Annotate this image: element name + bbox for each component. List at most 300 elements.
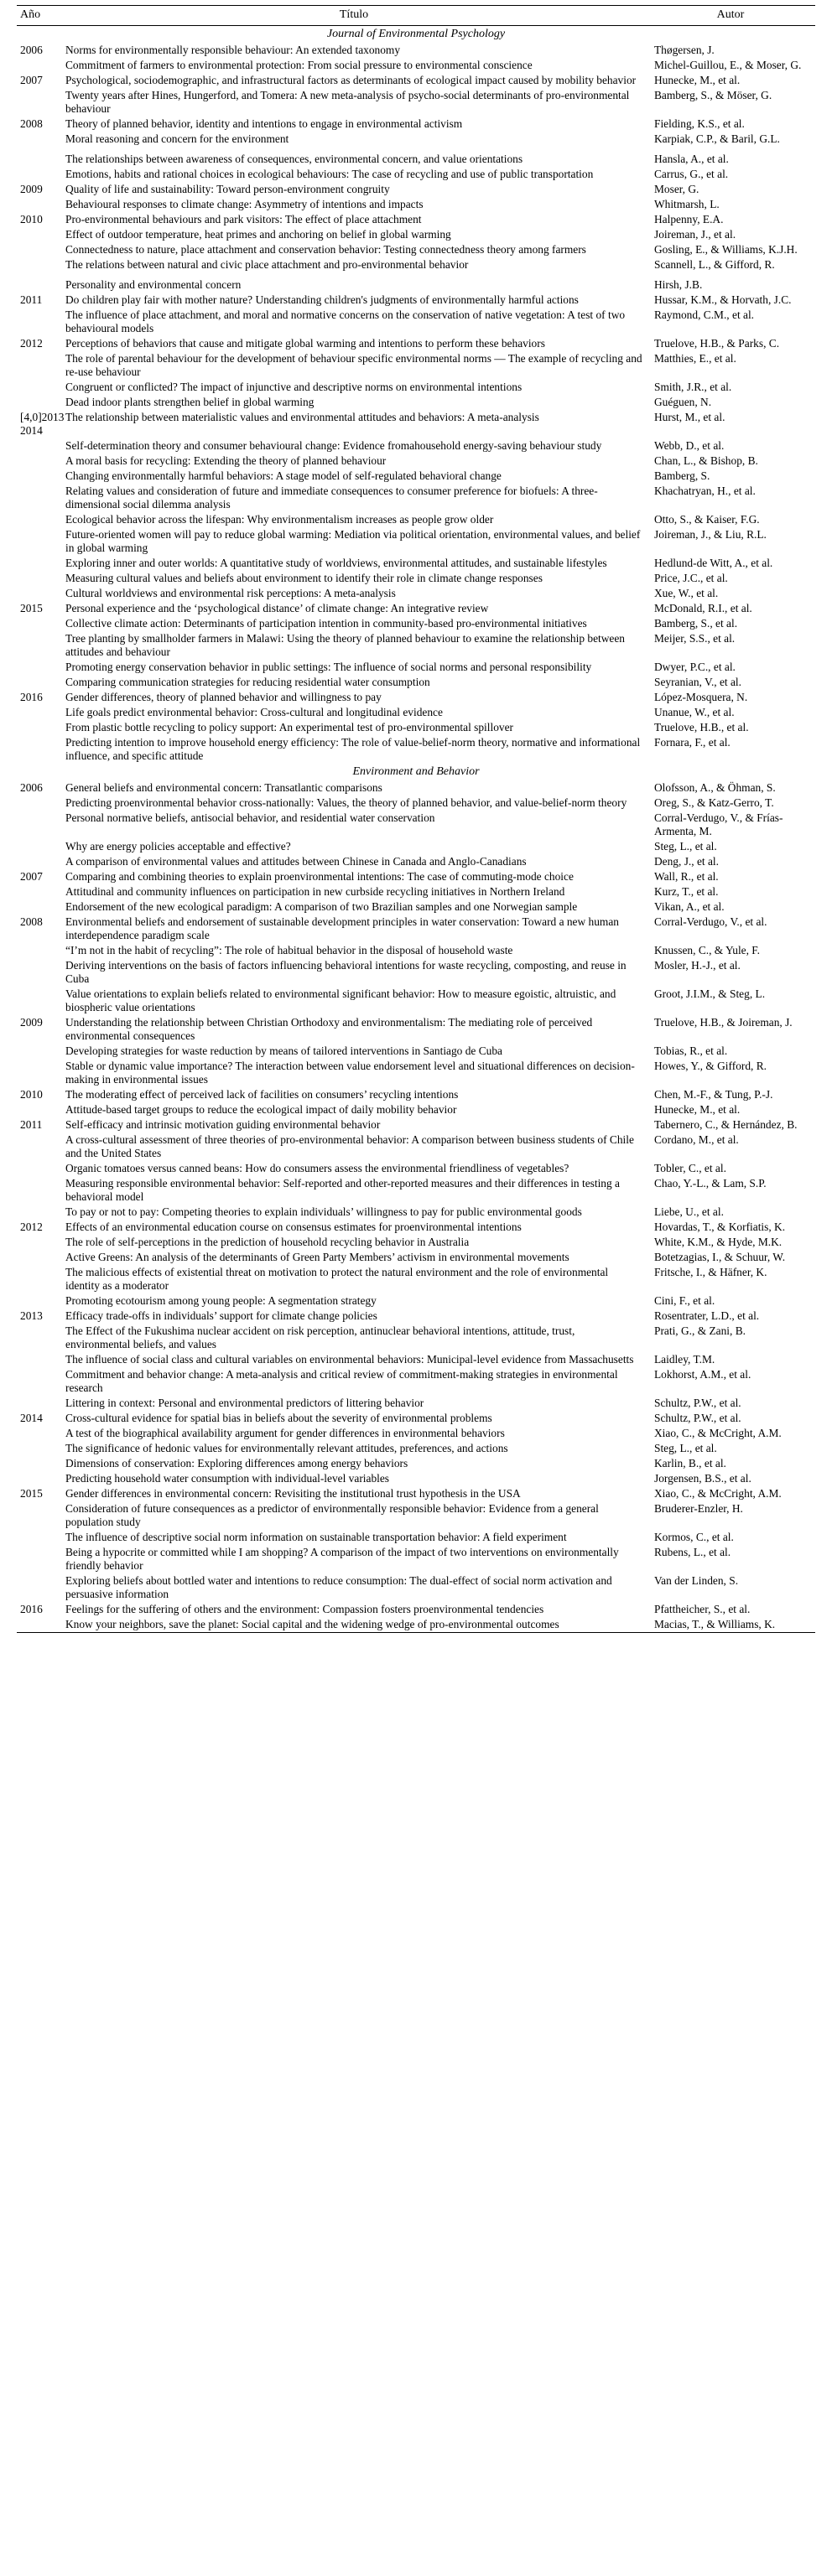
author-cell: Wall, R., et al. xyxy=(654,870,719,883)
author-cell: Bruderer-Enzler, H. xyxy=(654,1502,743,1515)
author-cell: Kormos, C., et al. xyxy=(654,1531,734,1543)
title-cell: “I’m not in the habit of recycling”: The role of habitual behavior in the disposal of household waste xyxy=(65,944,513,956)
year-cell: 2015 xyxy=(20,602,43,614)
section-title: Journal of Environmental Psychology xyxy=(326,28,506,40)
author-cell: Corral-Verdugo, V., et al. xyxy=(654,915,767,928)
year-cell: 2007 xyxy=(20,74,43,86)
year-cell xyxy=(17,899,62,915)
table-row xyxy=(17,454,815,469)
year-cell xyxy=(17,839,62,854)
title-cell: Comparing communication strategies for reducing residential water consumption xyxy=(65,676,430,688)
author-cell: Xiao, C., & McCright, A.M. xyxy=(654,1427,782,1439)
year-cell xyxy=(17,1441,62,1456)
table-row xyxy=(17,869,815,884)
year-cell: 2006 xyxy=(20,44,43,56)
author-cell: Tabernero, C., & Hernández, B. xyxy=(654,1118,798,1131)
year-cell: 2009 xyxy=(20,1016,43,1029)
author-cell: Dwyer, P.C., et al. xyxy=(654,661,736,673)
title-cell: Comparing and combining theories to explain proenvironmental intentions: The case of commuting-mode choice xyxy=(65,870,574,883)
table-row xyxy=(17,1441,815,1456)
author-cell: White, K.M., & Hyde, M.K. xyxy=(654,1236,783,1248)
title-cell: Future-oriented women will pay to reduce global warming: Mediation via political orientation, environmental values, and belief in global warming xyxy=(65,528,641,554)
title-cell: Quality of life and sustainability: Toward person-environment congruity xyxy=(65,183,390,195)
author-cell: Pfattheicher, S., et al. xyxy=(654,1603,751,1615)
title-cell: Know your neighbors, save the planet: Social capital and the widening wedge of pro-environmental outcomes xyxy=(62,1617,646,1633)
table-row xyxy=(17,336,815,351)
year-cell xyxy=(17,380,62,395)
title-cell: Gender differences in environmental concern: Revisiting the institutional trust hypothesis in the USA xyxy=(65,1487,521,1500)
title-cell: Personal normative beliefs, antisocial behavior, and residential water conservation xyxy=(65,811,435,824)
table-row xyxy=(17,1602,815,1617)
title-cell: Personal experience and the ‘psychological distance’ of climate change: An integrative review xyxy=(65,602,489,614)
title-cell: Attitudinal and community influences on participation in new curbside recycling initiatives in Northern Ireland xyxy=(65,885,565,898)
year-cell: 2012 xyxy=(20,1221,43,1233)
author-cell: Joireman, J., & Liu, R.L. xyxy=(654,528,767,541)
header-author: Autor xyxy=(646,6,815,26)
table-row xyxy=(17,117,815,132)
year-cell xyxy=(17,308,62,336)
author-cell: Karpiak, C.P., & Baril, G.L. xyxy=(654,132,780,145)
table-row xyxy=(17,1545,815,1573)
author-cell: Smith, J.R., et al. xyxy=(654,381,732,393)
author-cell: Joireman, J., et al. xyxy=(654,228,736,241)
year-cell: 2010 xyxy=(20,213,43,225)
author-cell: Tobias, R., et al. xyxy=(654,1044,728,1057)
year-cell xyxy=(17,1367,62,1396)
author-cell: Olofsson, A., & Öhman, S. xyxy=(654,781,776,794)
year-cell xyxy=(17,660,62,675)
table-row xyxy=(17,1411,815,1426)
table-row xyxy=(17,227,815,242)
author-cell: Seyranian, V., et al. xyxy=(654,676,742,688)
author-cell: McDonald, R.I., et al. xyxy=(654,602,752,614)
author-cell: Hedlund-de Witt, A., et al. xyxy=(654,557,773,569)
table-row xyxy=(17,167,815,182)
title-cell: From plastic bottle recycling to policy support: An experimental test of pro-environmental spillover xyxy=(65,721,514,733)
table-row xyxy=(17,484,815,512)
table-row xyxy=(17,958,815,987)
section-heading-row xyxy=(17,764,815,780)
title-cell: Organic tomatoes versus canned beans: How do consumers assess the environmental friendliness of vegetables? xyxy=(65,1162,569,1174)
year-cell: 2011 xyxy=(20,1118,43,1131)
year-cell xyxy=(17,854,62,869)
year-cell: 2013 xyxy=(20,1309,43,1322)
table-row xyxy=(17,182,815,197)
author-cell: Truelove, H.B., & Parks, C. xyxy=(654,337,780,350)
title-cell: Consideration of future consequences as a predictor of environmentally responsible behavior: Evidence from a general population study xyxy=(65,1502,599,1528)
title-cell: Twenty years after Hines, Hungerford, and Tomera: A new meta-analysis of psycho-social determinants of pro-environmental behaviour xyxy=(65,89,630,115)
title-cell: Dimensions of conservation: Exploring differences among energy behaviors xyxy=(65,1457,408,1469)
author-cell: Carrus, G., et al. xyxy=(654,168,729,180)
author-cell: Truelove, H.B., & Joireman, J. xyxy=(654,1016,793,1029)
year-cell: 2006 xyxy=(20,781,43,794)
author-cell: Hussar, K.M., & Horvath, J.C. xyxy=(654,293,792,306)
title-cell: Theory of planned behavior, identity and intentions to engage in environmental activism xyxy=(65,117,463,130)
year-cell: 2010 xyxy=(20,1088,43,1101)
title-cell: Value orientations to explain beliefs related to environmental significant behavior: How to measure egoistic, altruistic, and biospheric value orientations xyxy=(65,987,616,1013)
year-cell xyxy=(17,1044,62,1059)
table-row xyxy=(17,1324,815,1352)
year-cell: 2016 xyxy=(20,691,43,703)
title-cell: Efficacy trade-offs in individuals’ support for climate change policies xyxy=(65,1309,377,1322)
year-cell xyxy=(17,720,62,735)
section-title: Environment and Behavior xyxy=(352,765,480,778)
year-cell: 2011 xyxy=(20,293,43,306)
title-cell: Dead indoor plants strengthen belief in global warming xyxy=(65,396,315,408)
author-cell: Knussen, C., & Yule, F. xyxy=(654,944,761,956)
author-cell: Rosentrater, L.D., et al. xyxy=(654,1309,760,1322)
title-cell: Littering in context: Personal and environmental predictors of littering behavior xyxy=(65,1397,424,1409)
year-cell xyxy=(17,512,62,527)
title-cell: Self-efficacy and intrinsic motivation guiding environmental behavior xyxy=(65,1118,381,1131)
table-row xyxy=(17,380,815,395)
table-row xyxy=(17,293,815,308)
year-cell xyxy=(17,1235,62,1250)
author-cell: Fritsche, I., & Häfner, K. xyxy=(654,1266,767,1278)
title-cell: Moral reasoning and concern for the environment xyxy=(65,132,289,145)
year-cell xyxy=(17,1205,62,1220)
table-row xyxy=(17,839,815,854)
year-cell xyxy=(17,1352,62,1367)
title-cell: The relations between natural and civic place attachment and pro-environmental behavior xyxy=(65,258,469,271)
table-row xyxy=(17,197,815,212)
author-cell: Thøgersen, J. xyxy=(654,44,715,56)
year-cell xyxy=(17,675,62,690)
author-cell: Matthies, E., et al. xyxy=(654,352,736,365)
table-row xyxy=(17,1250,815,1265)
year-cell xyxy=(17,277,62,293)
title-cell: The influence of social class and cultural variables on environmental behaviors: Municipal-level evidence from Massachusetts xyxy=(65,1353,634,1366)
section-heading-row xyxy=(17,26,815,44)
table-row xyxy=(17,527,815,556)
author-cell: Hunecke, M., et al. xyxy=(654,1103,741,1116)
title-cell: Effect of outdoor temperature, heat primes and anchoring on belief in global warming xyxy=(65,228,451,241)
table-row xyxy=(17,88,815,117)
year-cell xyxy=(17,1617,62,1633)
title-cell: The influence of place attachment, and moral and normative concerns on the conservation of native vegetation: A test of two behavioural models xyxy=(65,308,626,334)
table-row xyxy=(17,1501,815,1530)
table-row xyxy=(17,1617,815,1633)
table-row xyxy=(17,720,815,735)
year-cell xyxy=(17,556,62,571)
year-cell xyxy=(17,257,62,277)
year-cell xyxy=(17,1426,62,1441)
year-cell: 2015 xyxy=(20,1487,43,1500)
year-cell xyxy=(17,571,62,586)
table-row xyxy=(17,1426,815,1441)
author-cell: Webb, D., et al. xyxy=(654,439,725,452)
table-row xyxy=(17,884,815,899)
author-cell: Prati, G., & Zani, B. xyxy=(654,1324,746,1337)
title-cell: Perceptions of behaviors that cause and mitigate global warming and intentions to perform these behaviors xyxy=(65,337,545,350)
author-cell: Fornara, F., et al. xyxy=(654,736,731,749)
table-row xyxy=(17,132,815,152)
title-cell: Do children play fair with mother nature? Understanding children's judgments of environmentally harmful actions xyxy=(65,293,579,306)
author-cell: Van der Linden, S. xyxy=(654,1574,739,1587)
year-cell xyxy=(17,1471,62,1486)
year-cell xyxy=(17,796,62,811)
table-row xyxy=(17,1044,815,1059)
title-cell: Self-determination theory and consumer behavioural change: Evidence fromahousehold energy-saving behaviour study xyxy=(65,439,602,452)
title-cell: The role of self-perceptions in the prediction of household recycling behavior in Australia xyxy=(65,1236,470,1248)
title-cell: Predicting household water consumption with individual-level variables xyxy=(65,1472,390,1485)
year-cell xyxy=(17,1501,62,1530)
year-cell xyxy=(17,1456,62,1471)
table-row xyxy=(17,1352,815,1367)
author-cell: Bamberg, S., et al. xyxy=(654,617,738,630)
title-cell: Exploring inner and outer worlds: A quantitative study of worldviews, environmental attitudes, and sustainable lifestyles xyxy=(65,557,607,569)
table-row xyxy=(17,556,815,571)
author-cell: Moser, G. xyxy=(654,183,699,195)
author-cell: Mosler, H.-J., et al. xyxy=(654,959,741,972)
title-cell: Stable or dynamic value importance? The interaction between value endorsement level and situational differences on decision-making in environmental issues xyxy=(65,1060,635,1086)
year-cell xyxy=(17,735,62,764)
author-cell: Bamberg, S., & Möser, G. xyxy=(654,89,772,101)
year-cell xyxy=(17,197,62,212)
table-row xyxy=(17,43,815,58)
year-cell: 2012 xyxy=(20,337,43,350)
author-cell: Raymond, C.M., et al. xyxy=(654,308,755,321)
table-row xyxy=(17,811,815,839)
table-row xyxy=(17,1220,815,1235)
author-cell: Halpenny, E.A. xyxy=(654,213,724,225)
table-body xyxy=(17,26,815,1633)
title-cell: Promoting energy conservation behavior in public settings: The influence of social norms and personal responsibility xyxy=(65,661,592,673)
year-cell xyxy=(17,167,62,182)
table-row xyxy=(17,1486,815,1501)
table-row xyxy=(17,212,815,227)
year-cell: 2007 xyxy=(20,870,43,883)
author-cell: Xue, W., et al. xyxy=(654,587,719,599)
author-cell: Liebe, U., et al. xyxy=(654,1205,724,1218)
year-cell xyxy=(17,958,62,987)
author-cell: Macias, T., & Williams, K. xyxy=(646,1617,815,1633)
table-row xyxy=(17,1205,815,1220)
table-row xyxy=(17,1117,815,1133)
year-cell xyxy=(17,1293,62,1309)
year-cell xyxy=(17,395,62,410)
author-cell: Unanue, W., et al. xyxy=(654,706,735,718)
author-cell: Chen, M.-F., & Tung, P.-J. xyxy=(654,1088,773,1101)
table-row xyxy=(17,277,815,293)
title-cell: Commitment and behavior change: A meta-analysis and critical review of commitment-making strategies in environmental research xyxy=(65,1368,618,1394)
title-cell: Measuring cultural values and beliefs about environment to identify their role in climate change responses xyxy=(65,572,543,584)
table-row xyxy=(17,943,815,958)
title-cell: Behavioural responses to climate change: Asymmetry of intentions and impacts xyxy=(65,198,424,210)
title-cell: A moral basis for recycling: Extending the theory of planned behaviour xyxy=(65,454,387,467)
table-row xyxy=(17,631,815,660)
year-cell xyxy=(17,1059,62,1087)
table-row xyxy=(17,1176,815,1205)
table-row xyxy=(17,987,815,1015)
author-cell: Vikan, A., et al. xyxy=(654,900,725,913)
table-row xyxy=(17,780,815,796)
year-cell xyxy=(17,527,62,556)
table-row xyxy=(17,1102,815,1117)
year-cell xyxy=(17,987,62,1015)
author-cell: Otto, S., & Kaiser, F.G. xyxy=(654,513,760,526)
author-cell: Lokhorst, A.M., et al. xyxy=(654,1368,751,1381)
author-cell: Howes, Y., & Gifford, R. xyxy=(654,1060,767,1072)
title-cell: The relationship between materialistic values and environmental attitudes and behaviors: A meta-analysis xyxy=(65,411,539,423)
title-cell: Connectedness to nature, place attachment and conservation behavior: Testing connectedness theory among farmers xyxy=(65,243,586,256)
table-row xyxy=(17,1059,815,1087)
year-cell xyxy=(17,152,62,167)
year-cell xyxy=(17,469,62,484)
year-cell xyxy=(17,351,62,380)
title-cell: Life goals predict environmental behavior: Cross-cultural and longitudinal evidence xyxy=(65,706,443,718)
table-row xyxy=(17,242,815,257)
year-cell: 2008 xyxy=(20,915,43,928)
author-cell: Hurst, M., et al. xyxy=(654,411,725,423)
title-cell: Predicting intention to improve household energy efficiency: The role of value-belief-norm theory, normative and informational influence, and specific attitude xyxy=(65,736,641,762)
title-cell: Why are energy policies acceptable and effective? xyxy=(65,840,291,853)
table-row xyxy=(17,395,815,410)
year-cell xyxy=(17,242,62,257)
author-cell: Hansla, A., et al. xyxy=(654,153,729,165)
year-cell xyxy=(17,1176,62,1205)
title-cell: Emotions, habits and rational choices in ecological behaviours: The case of recycling and use of public transportation xyxy=(65,168,594,180)
title-cell: Ecological behavior across the lifespan: Why environmentalism increases as people grow older xyxy=(65,513,494,526)
header-row xyxy=(17,6,815,26)
header-year: Año xyxy=(17,6,62,26)
table-row xyxy=(17,705,815,720)
year-cell xyxy=(17,1250,62,1265)
title-cell: Cultural worldviews and environmental risk perceptions: A meta-analysis xyxy=(65,587,396,599)
header-title: Título xyxy=(62,6,646,26)
table-row xyxy=(17,586,815,601)
author-cell: Steg, L., et al. xyxy=(654,840,717,853)
author-cell: Scannell, L., & Gifford, R. xyxy=(654,258,775,271)
title-cell: General beliefs and environmental concern: Transatlantic comparisons xyxy=(65,781,382,794)
year-cell xyxy=(17,454,62,469)
year-cell xyxy=(17,227,62,242)
references-table xyxy=(17,5,815,1633)
author-cell: Khachatryan, H., et al. xyxy=(654,485,756,497)
year-cell xyxy=(17,1530,62,1545)
table-row xyxy=(17,796,815,811)
title-cell: The significance of hedonic values for environmentally relevant attitudes, preferences, and actions xyxy=(65,1442,508,1454)
table-row xyxy=(17,410,815,438)
table-row xyxy=(17,1530,815,1545)
table-row xyxy=(17,351,815,380)
author-cell: Guéguen, N. xyxy=(654,396,712,408)
author-cell: Michel-Guillou, E., & Moser, G. xyxy=(654,59,802,71)
table-row xyxy=(17,1367,815,1396)
table-row xyxy=(17,1087,815,1102)
author-cell: Meijer, S.S., et al. xyxy=(654,632,736,645)
author-cell: Price, J.C., et al. xyxy=(654,572,728,584)
year-cell xyxy=(17,438,62,454)
year-cell xyxy=(17,58,62,73)
table-row xyxy=(17,152,815,167)
table-row xyxy=(17,675,815,690)
table-row xyxy=(17,1573,815,1602)
author-cell: Deng, J., et al. xyxy=(654,855,719,868)
title-cell: Developing strategies for waste reduction by means of tailored interventions in Santiago de Cuba xyxy=(65,1044,502,1057)
title-cell: Tree planting by smallholder farmers in Malawi: Using the theory of planned behaviour to examine the relationship between attitudes and behaviour xyxy=(65,632,626,658)
title-cell: Predicting proenvironmental behavior cross-nationally: Values, the theory of planned behavior, and value-belief-norm theory xyxy=(65,796,627,809)
table-row xyxy=(17,58,815,73)
table-row xyxy=(17,616,815,631)
author-cell: López-Mosquera, N. xyxy=(654,691,748,703)
author-cell: Fielding, K.S., et al. xyxy=(654,117,745,130)
table-row xyxy=(17,512,815,527)
year-cell: 2008 xyxy=(20,117,43,130)
author-cell: Bamberg, S. xyxy=(654,469,710,482)
table-row xyxy=(17,1396,815,1411)
author-cell: Hirsh, J.B. xyxy=(654,278,703,291)
author-cell: Hovardas, T., & Korfiatis, K. xyxy=(654,1221,786,1233)
title-cell: Commitment of farmers to environmental protection: From social pressure to environmental conscience xyxy=(65,59,533,71)
title-cell: The influence of descriptive social norm information on sustainable transportation behavior: A field experiment xyxy=(65,1531,567,1543)
table-row xyxy=(17,1265,815,1293)
year-cell: 2014 xyxy=(20,1412,43,1424)
year-cell xyxy=(17,1102,62,1117)
year-cell xyxy=(17,1396,62,1411)
author-cell: Truelove, H.B., et al. xyxy=(654,721,749,733)
table-row xyxy=(17,1309,815,1324)
author-cell: Gosling, E., & Williams, K.J.H. xyxy=(654,243,798,256)
author-cell: Chao, Y.-L., & Lam, S.P. xyxy=(654,1177,767,1190)
year-cell xyxy=(17,132,62,152)
title-cell: Congruent or conflicted? The impact of injunctive and descriptive norms on environmental intentions xyxy=(65,381,523,393)
table-row xyxy=(17,257,815,277)
year-cell xyxy=(17,484,62,512)
author-cell: Kurz, T., et al. xyxy=(654,885,719,898)
title-cell: Personality and environmental concern xyxy=(65,278,242,291)
title-cell: Environmental beliefs and endorsement of sustainable development principles in water conservation: Toward a new human interdependence paradigm scale xyxy=(65,915,619,941)
table-row xyxy=(17,735,815,764)
title-cell: Cross-cultural evidence for spatial bias in beliefs about the severity of environmental problems xyxy=(65,1412,492,1424)
year-cell xyxy=(17,631,62,660)
title-cell: Norms for environmentally responsible behaviour: An extended taxonomy xyxy=(65,44,401,56)
title-cell: Active Greens: An analysis of the determinants of Green Party Members’ activism in environmental movements xyxy=(65,1251,569,1263)
author-cell: Laidley, T.M. xyxy=(654,1353,715,1366)
table-row xyxy=(17,660,815,675)
year-cell xyxy=(17,1545,62,1573)
author-cell: Xiao, C., & McCright, A.M. xyxy=(654,1487,782,1500)
author-cell: Chan, L., & Bishop, B. xyxy=(654,454,758,467)
year-cell xyxy=(17,943,62,958)
year-cell xyxy=(17,1324,62,1352)
table-row xyxy=(17,1293,815,1309)
title-cell: A cross-cultural assessment of three theories of pro-environmental behavior: A comparison between business students of Chile and the United States xyxy=(65,1133,634,1159)
title-cell: Feelings for the suffering of others and the environment: Compassion fosters proenvironmental tendencies xyxy=(65,1603,544,1615)
table-row xyxy=(17,854,815,869)
title-cell: A test of the biographical availability argument for gender differences in environmental behaviors xyxy=(65,1427,505,1439)
table-row xyxy=(17,601,815,616)
year-cell xyxy=(17,811,62,839)
title-cell: Changing environmentally harmful behaviors: A stage model of self-regulated behavioral change xyxy=(65,469,502,482)
title-cell: The Effect of the Fukushima nuclear accident on risk perception, antinuclear behavioral intentions, attitude, trust, environmental beliefs, and values xyxy=(65,1324,575,1350)
author-cell: Steg, L., et al. xyxy=(654,1442,717,1454)
year-cell xyxy=(17,705,62,720)
title-cell: The moderating effect of perceived lack of facilities on consumers’ recycling intentions xyxy=(65,1088,459,1101)
title-cell: A comparison of environmental values and attitudes between Chinese in Canada and Anglo-Canadians xyxy=(65,855,527,868)
table-row xyxy=(17,1161,815,1176)
table-row xyxy=(17,469,815,484)
title-cell: The role of parental behaviour for the development of behaviour specific environmental norms — The example of recycling and re-use behaviour xyxy=(65,352,642,378)
author-cell: Hunecke, M., et al. xyxy=(654,74,741,86)
title-cell: Pro-environmental behaviours and park visitors: The effect of place attachment xyxy=(65,213,422,225)
title-cell: Attitude-based target groups to reduce the ecological impact of daily mobility behavior xyxy=(65,1103,457,1116)
title-cell: Understanding the relationship between Christian Orthodoxy and environmentalism: The mediating role of perceived environmental consequences xyxy=(65,1016,593,1042)
title-cell: The malicious effects of existential threat on motivation to protect the natural environment and the role of environmental identity as a moderator xyxy=(65,1266,609,1292)
author-cell: Whitmarsh, L. xyxy=(654,198,720,210)
title-cell: Psychological, sociodemographic, and infrastructural factors as determinants of ecological impact caused by mobility behavior xyxy=(65,74,637,86)
year-cell: 2016 xyxy=(20,1603,43,1615)
